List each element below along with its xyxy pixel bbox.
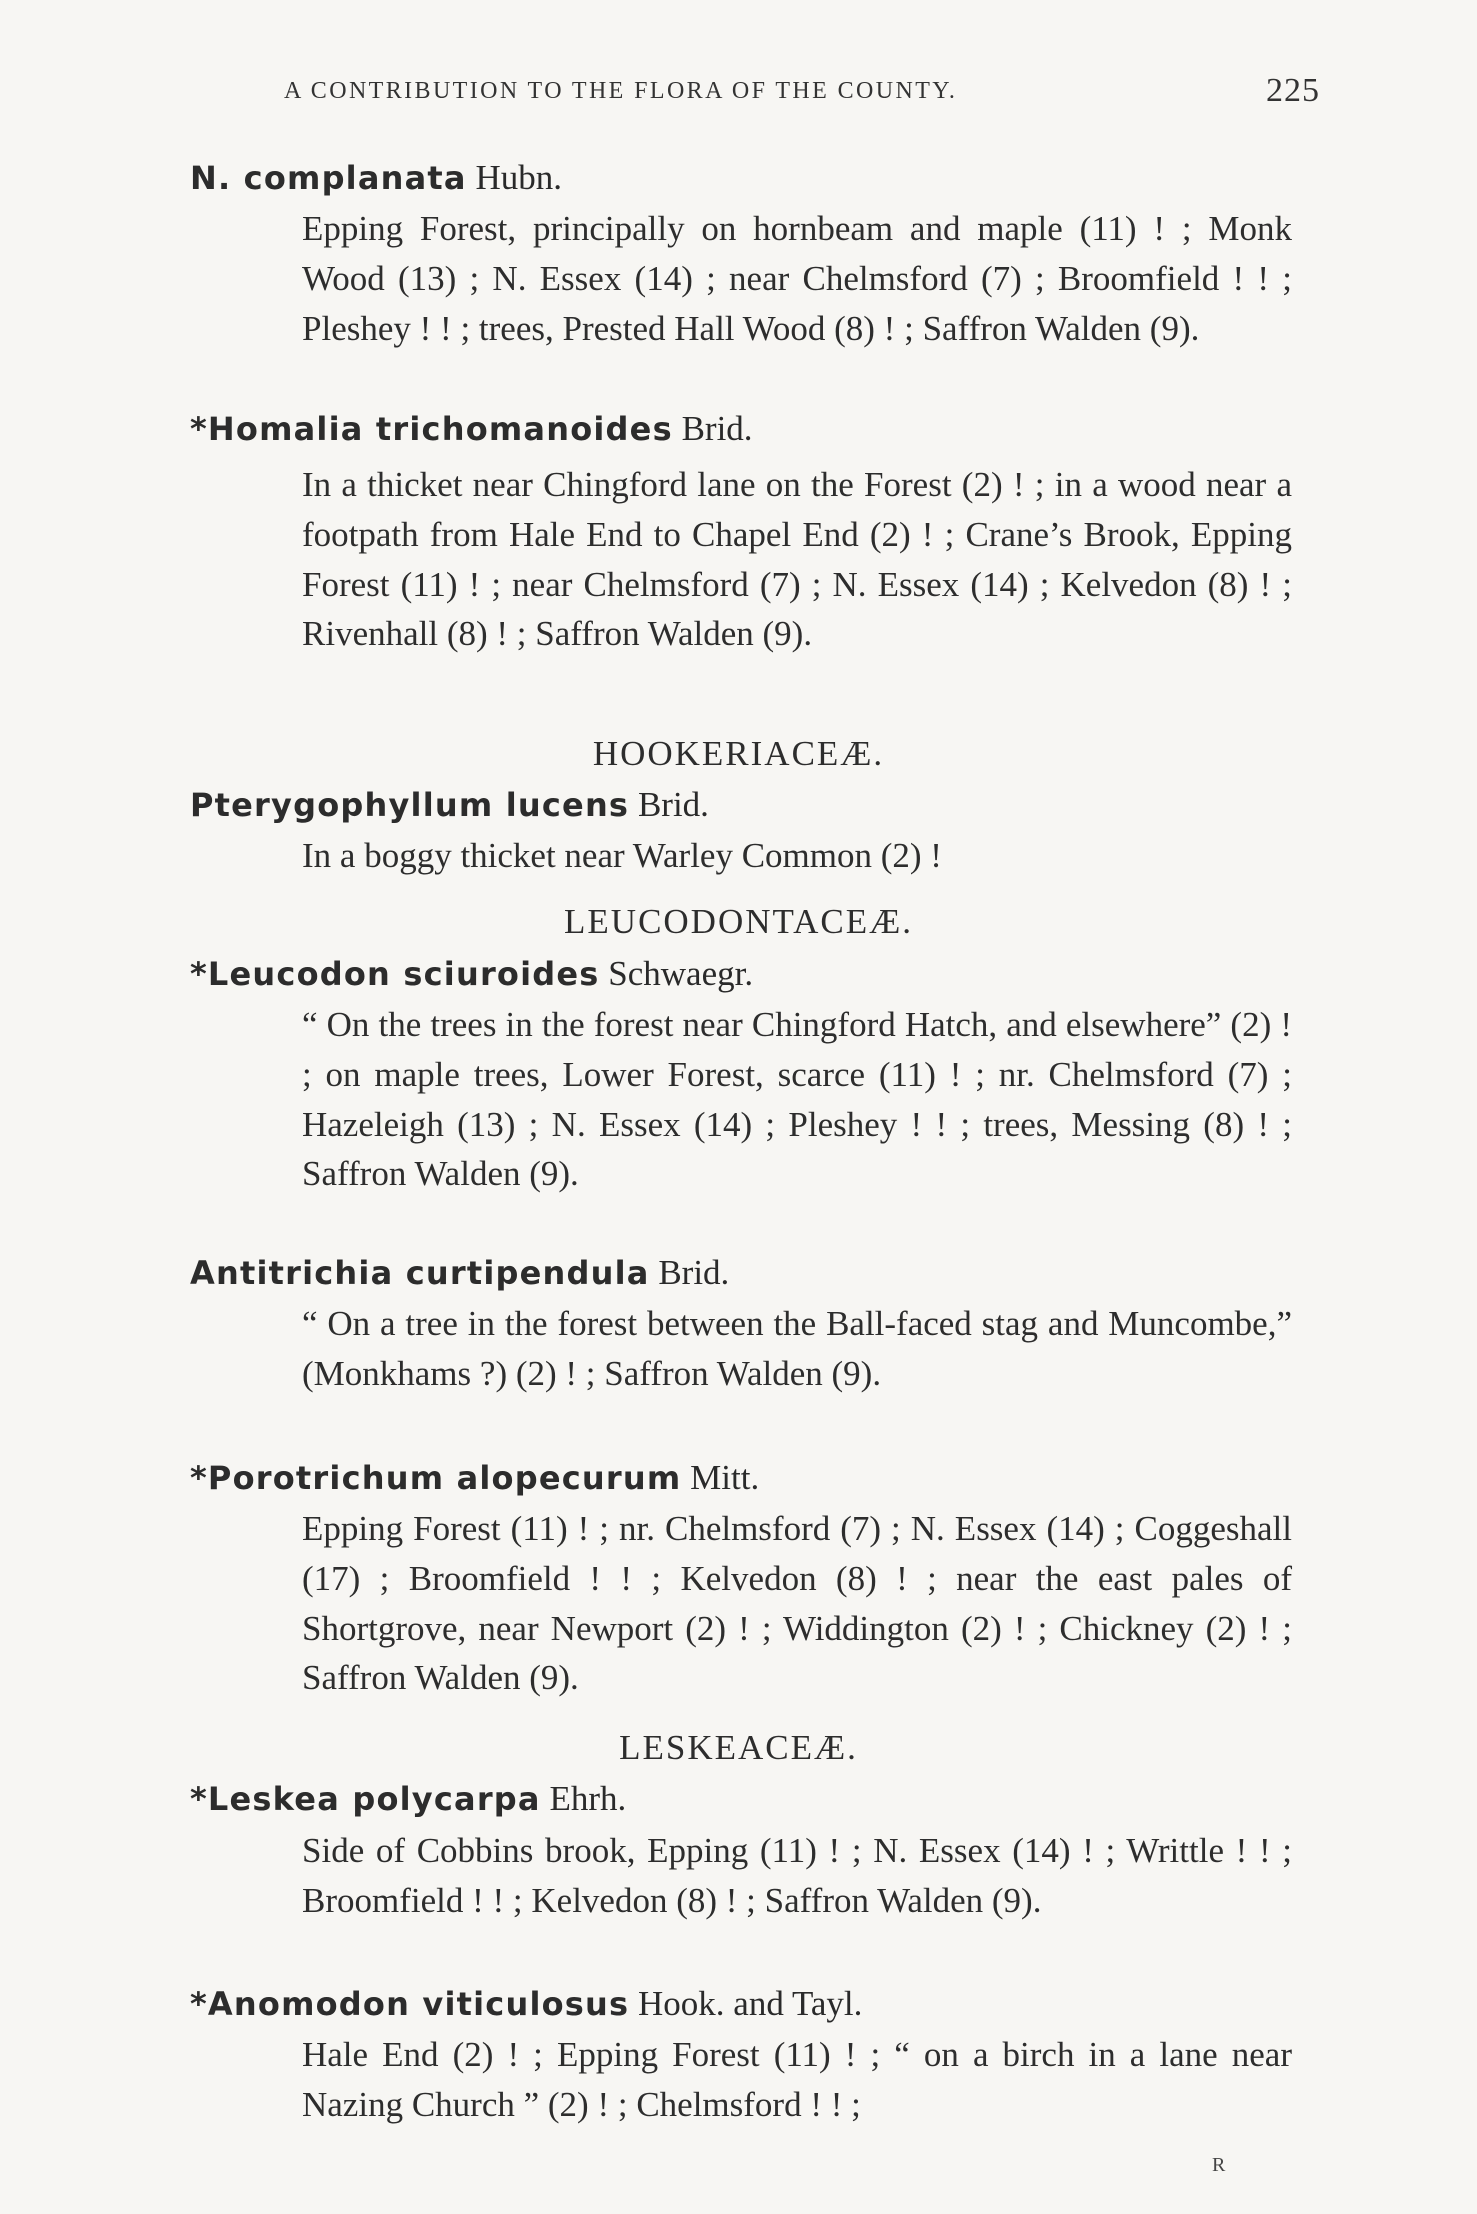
signature-mark: R [1212,2154,1226,2176]
species-name: *Leucodon sciuroides [190,955,600,993]
species-name: *Porotrichum alopecurum [190,1459,682,1497]
species-authority: Ehrh. [540,1779,627,1818]
entry-localities: “ On the trees in the forest near Chingford Hatch, and elsewhere” (2) ! ; on maple trees, Lower Forest, scarce (11) ! ; nr. Chelmsford (7) ; Hazeleigh (13) ; N. Essex (14) ; Pleshey ! ! ; trees, Messing (8) ! ; Saffron Walden (9). [302,1005,1292,1194]
entry-heading [190,408,753,450]
entry-localities: Epping Forest (11) ! ; nr. Chelmsford (7) ; N. Essex (14) ; Coggeshall (17) ; Broomfield ! ! ; Kelvedon (8) ! ; near the east pales of Shortgrove, near Newport (2) ! ; Widdington (2) ! ; Chickney (2) ! ; Saffron Walden (9). [302,1509,1292,1698]
species-authority: Hubn. [466,158,562,197]
family-heading: LESKEACEÆ. [619,1728,858,1767]
entry-localities: “ On a tree in the forest between the Ball-faced stag and Muncombe,” (Monkhams ?) (2) ! ; Saffron Walden (9). [302,1304,1292,1393]
species-authority: Brid. [649,1253,730,1292]
species-name: Antitrichia curtipendula [190,1254,650,1292]
entry-localities: Side of Cobbins brook, Epping (11) ! ; N. Essex (14) ! ; Writtle ! ! ; Broomfield ! ! ; Kelvedon (8) ! ; Saffron Walden (9). [302,1831,1292,1920]
family-heading: LEUCODONTACEÆ. [564,902,913,941]
species-authority: Hook. and Tayl. [629,1984,863,2023]
species-name: *Anomodon viticulosus [190,1985,630,2023]
entry-localities: In a boggy thicket near Warley Common (2) ! [302,836,942,875]
entry-heading [190,157,562,199]
entry-localities: Hale End (2) ! ; Epping Forest (11) ! ; “ on a birch in a lane near Nazing Church ” (2) ! ; Chelmsford ! ! ; [302,2035,1292,2124]
entry-localities: In a thicket near Chingford lane on the Forest (2) ! ; in a wood near a footpath from Hale End to Chapel End (2) ! ; Crane’s Brook, Epping Forest (11) ! ; near Chelmsford (7) ; N. Essex (14) ; Kelvedon (8) ! ; Rivenhall (8) ! ; Saffron Walden (9). [302,465,1292,654]
entry-heading [190,1457,759,1499]
species-name: N. complanata [190,159,467,197]
entry-heading [190,953,753,995]
running-head [284,74,1320,114]
species-name: Pterygophyllum lucens [190,786,630,824]
species-name: *Leskea polycarpa [190,1780,541,1818]
entry-heading [190,784,709,826]
entry-localities: Epping Forest, principally on hornbeam and maple (11) ! ; Monk Wood (13) ; N. Essex (14) ; near Chelmsford (7) ; Broomfield ! ! ; Pleshey ! ! ; trees, Prested Hall Wood (8) ! ; Saffron Walden (9). [302,209,1292,348]
species-authority: Schwaegr. [599,954,754,993]
family-heading: HOOKERIACEÆ. [592,734,885,773]
running-title: A CONTRIBUTION TO THE FLORA OF THE COUNTY. [284,78,958,104]
entry-heading [190,1778,626,1820]
species-authority: Mitt. [681,1458,760,1497]
page-number: 225 [1266,72,1320,109]
entry-heading [190,1983,862,2025]
entry-heading [190,1252,729,1294]
species-authority: Brid. [672,409,753,448]
species-authority: Brid. [629,785,709,824]
species-name: *Homalia trichomanoides [190,410,673,448]
